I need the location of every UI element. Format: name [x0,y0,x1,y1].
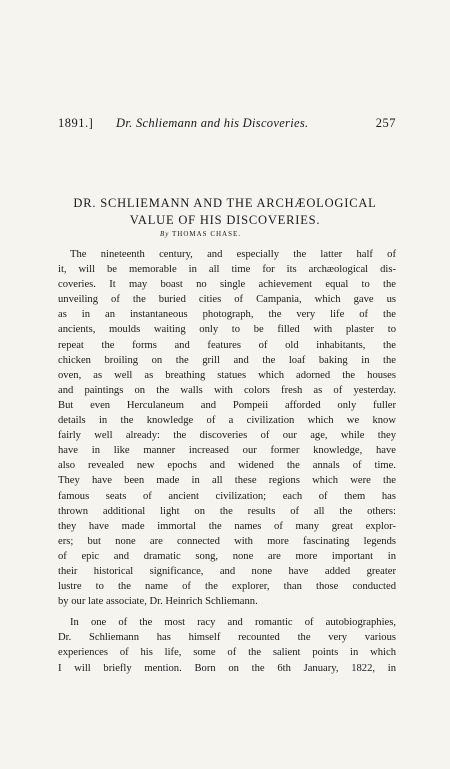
text-line: In one of the most racy and romantic of autobiographies, [70,617,396,629]
text-line: But even Herculaneum and Pompeii afforded only fuller [58,399,396,411]
text-line: their historical significance, and none have added greater [58,565,396,577]
text-line: famous seats of ancient civilization; each of them has [58,490,396,502]
text-line: ancients, moulds waiting only to be filled with plaster to [58,324,396,336]
text-line: have in like manner increased our former knowledge, have [58,445,396,457]
byline-author: THOMAS CHASE. [172,230,242,238]
running-head-title: Dr. Schliemann and his Discoveries. [116,116,309,130]
text-line: also revealed new epochs and widened the annals of time. [58,460,396,472]
text-line: Dr. Schliemann has himself recounted the very various [58,632,396,644]
text-line: and paintings on the walls with colors fresh as of yesterday. [58,384,396,396]
text-line: they have made immortal the names of many great explor- [58,520,396,532]
article-title-line-2: VALUE OF HIS DISCOVERIES. [129,213,321,227]
article-body [58,247,396,676]
text-line: repeat the forms and features of old inhabitants, the [58,339,396,351]
page-number: 257 [375,116,396,130]
text-line: details in the knowledge of a civilization which we know [58,415,396,427]
text-line: They have been made in all these regions which were the [58,475,396,487]
text-line: The nineteenth century, and especially the latter half of [70,249,396,260]
byline [160,230,241,238]
text-line: by our late associate, Dr. Heinrich Schliemann. [58,596,258,608]
text-line: it, will be memorable in all time for its archæological dis- [58,264,396,276]
text-line: oven, as well as breathing statues which adorned the houses [58,369,396,381]
text-line: of epic and dramatic song, none are more important in [58,550,396,562]
text-line: thrown additional light on the results of all the others: [58,505,396,517]
text-line: as in an instantaneous photograph, the very life of the [58,309,396,321]
text-line: ers; but none are connected with more fascinating legends [58,535,396,547]
paragraph-1 [58,247,396,609]
text-line: fairly well already: the discoveries of our age, while they [58,430,396,442]
byline-prefix: By [160,230,170,238]
paragraph-2 [58,615,396,675]
text-line: I will briefly mention. Born on the 6th January, 1822, in [58,662,396,674]
text-line: experiences of his life, some of the salient points in which [58,647,396,659]
text-line: coveries. It may boast no single achievement equal to the [58,279,396,291]
text-line: unveiling of the buried cities of Campania, which gave us [58,294,396,306]
text-line: lustre to the name of the explorer, than those conducted [58,581,396,593]
article-title-line-1: DR. SCHLIEMANN AND THE ARCHÆOLOGICAL [73,196,377,210]
text-line: chicken broiling on the grill and the loaf baking in the [58,354,396,366]
running-head [58,116,396,132]
running-head-year: 1891.] [58,116,94,130]
